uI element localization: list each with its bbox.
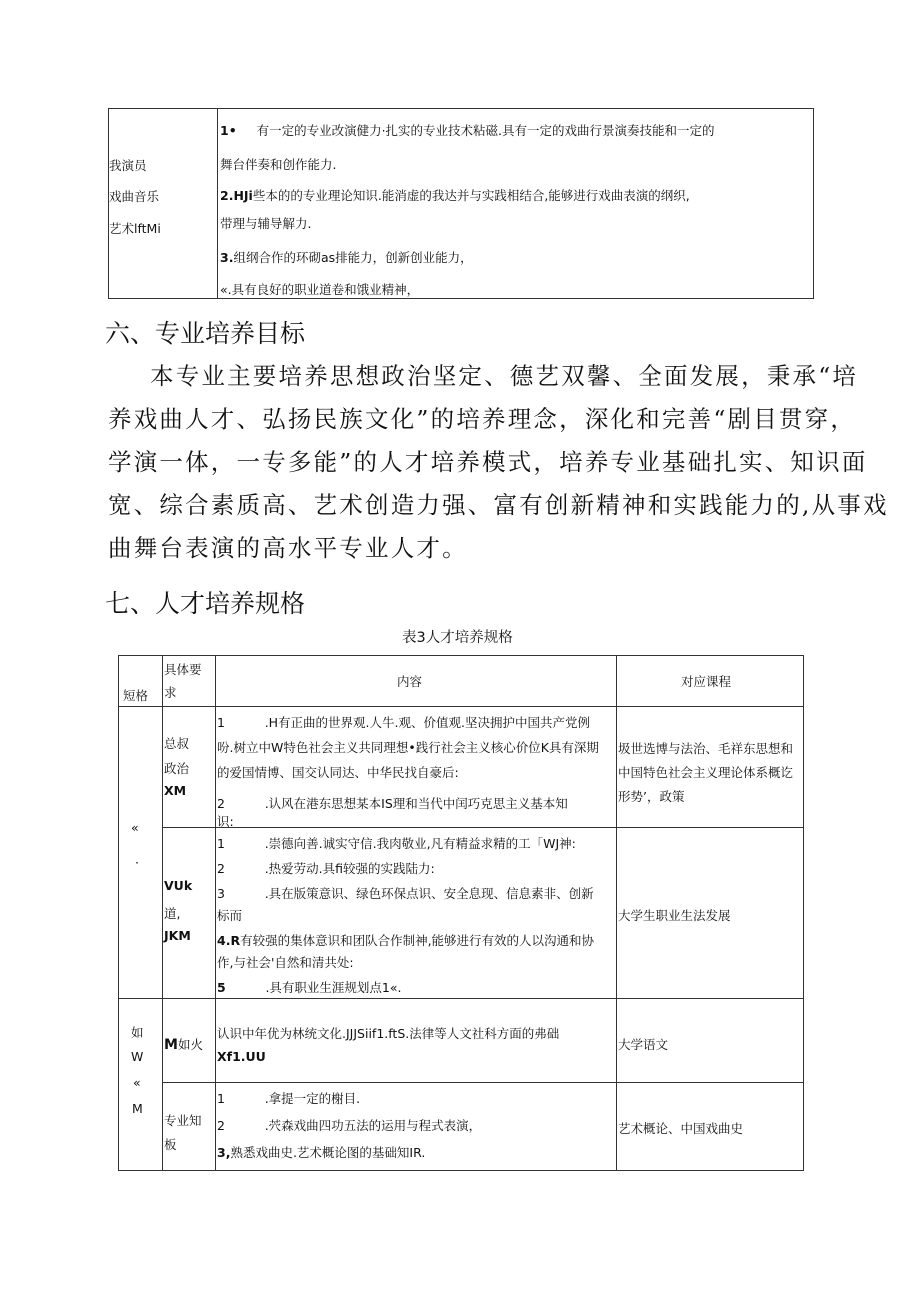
top-left-line-3: 艺术lftMi bbox=[109, 221, 161, 236]
top-right-num-1: 1• bbox=[220, 123, 237, 138]
table-row bbox=[119, 828, 804, 999]
table3-row2-course bbox=[617, 828, 804, 999]
table3-header-req-line2: 求 bbox=[164, 685, 177, 700]
row2-content-line2 bbox=[217, 859, 435, 877]
section6-para-line-1: 本专业主要培养思想政治坚定、德艺双馨、全面发展，秉承“培 bbox=[150, 362, 859, 390]
top-left-line-1: 我演员 bbox=[109, 158, 147, 173]
row4-req-line1: 专业知 bbox=[164, 1113, 202, 1128]
row1-content-line3: 的爱国情博、国交认同达、中华民找自豪后: bbox=[217, 765, 459, 780]
top-right-line-4 bbox=[220, 214, 311, 232]
table3-group2-line1: 如 bbox=[131, 1025, 144, 1040]
row1-req-bold: XM bbox=[164, 783, 187, 798]
table3-header-spec bbox=[119, 656, 163, 707]
row4-c2-text: .茓森戏曲四功五法的运用与程式表演， bbox=[264, 1118, 482, 1133]
row4-c3-text: 熟悉戏曲史.艺术概论图的基础知IR. bbox=[230, 1145, 426, 1160]
table3-header-spec-text: 短格 bbox=[123, 688, 149, 703]
table3-header-content bbox=[216, 656, 617, 707]
table3-row2-content bbox=[216, 828, 617, 999]
row3-req bbox=[164, 1035, 203, 1053]
row2-content-line6: 作,与社会'自然和清共处: bbox=[217, 955, 354, 970]
row2-content-line3 bbox=[217, 884, 594, 902]
row1-c4-num: 2 bbox=[217, 796, 225, 811]
table3-row1-content bbox=[216, 707, 617, 828]
row1-c1-num: 1 bbox=[217, 715, 225, 730]
row2-content-line5 bbox=[217, 931, 594, 949]
table3-header-course-text: 对应课程 bbox=[681, 674, 732, 689]
section6-heading: 六、专业培养目标 bbox=[105, 319, 306, 348]
table3-group1-label: « bbox=[131, 820, 139, 835]
top-right-line-2 bbox=[220, 155, 336, 173]
row1-req-line2: 政治 bbox=[164, 761, 190, 776]
row2-req-bold2: JKM bbox=[164, 928, 191, 943]
row1-content-line4 bbox=[217, 794, 568, 812]
row2-req-bold: VUk bbox=[164, 878, 193, 893]
top-right-num-3: 2.HJi bbox=[220, 188, 253, 203]
row4-req-line2: 板 bbox=[164, 1137, 177, 1152]
row2-c2-text: .热爱劳动.具fi较强的实践陆力: bbox=[264, 861, 435, 876]
table3-header-req-line1: 具体要 bbox=[164, 662, 202, 677]
row2-c1-num: 1 bbox=[217, 836, 225, 851]
top-right-line-5 bbox=[220, 248, 473, 266]
row1-req-line1: 总叔 bbox=[164, 736, 190, 751]
top-right-text-3: 些本的的专业理论知识.能消虚的我达并与实践相结合,能够进行戏曲表演的纲织, bbox=[252, 188, 690, 203]
table3-group2-line4: M bbox=[132, 1101, 143, 1116]
table-row bbox=[119, 707, 804, 828]
table3-group1-label2: · bbox=[135, 855, 139, 870]
row4-content-line3 bbox=[217, 1143, 425, 1161]
row2-content-line4: 标而 bbox=[217, 908, 243, 923]
row2-c5-text: 有较强的集体意识和团队合作制神,能够进行有效的人以沟通和协 bbox=[240, 933, 595, 948]
table3-group1-cell bbox=[119, 707, 163, 999]
row4-c1-text: .拿提一定的榭目. bbox=[264, 1091, 361, 1106]
top-right-text-1: 有一定的专业改演健力·扎实的专业技术粘磁.具有一定的戏曲行景演奏技能和一定的 bbox=[256, 123, 715, 138]
top-right-text-4: 带理与辅导解力. bbox=[220, 216, 312, 231]
top-left-line-2: 戏曲音乐 bbox=[109, 189, 160, 204]
row2-course-line1: 大学生职业生法发展 bbox=[618, 908, 731, 923]
row2-c3-text: .具在版策意识、绿色环保点识、安全息现、信息素非、创新 bbox=[264, 886, 594, 901]
row1-content-line2: 吩.树立中W特色社会主义共同理想•践行社会主义核心价位K具有深期 bbox=[217, 740, 599, 755]
row3-content-line2: Xf1.UU bbox=[217, 1049, 266, 1064]
table3-row4-req bbox=[163, 1083, 216, 1171]
row1-content-line5: 识: bbox=[217, 814, 234, 829]
top-right-num-5: 3. bbox=[220, 250, 234, 265]
top-table-left-cell bbox=[109, 109, 218, 299]
table3-row3-req bbox=[163, 999, 216, 1083]
table3 bbox=[118, 655, 804, 1171]
table3-row4-content bbox=[216, 1083, 617, 1171]
table3-row3-content bbox=[216, 999, 617, 1083]
section6-para-line-3: 学演一体，一专多能”的人才培养模式，培养专业基础扎实、知识面 bbox=[108, 448, 868, 476]
section6-para-line-2: 养戏曲人才、弘扬民族文化”的培养理念，深化和完善“剧目贯穿， bbox=[108, 405, 857, 433]
table3-header-req bbox=[163, 656, 216, 707]
row4-course-line1: 艺术概论、中国戏曲史 bbox=[618, 1121, 744, 1136]
row3-content-line1: 认识中年优为林统文化.JJJSiif1.ftS.法律等人文社科方面的弗础 bbox=[217, 1026, 560, 1041]
table3-header-content-text: 内容 bbox=[397, 674, 423, 689]
table3-row4-course bbox=[617, 1083, 804, 1171]
table3-row3-course bbox=[617, 999, 804, 1083]
row2-c7-text: .具有职业生涯规划点1«. bbox=[265, 980, 402, 995]
row4-c3-num: 3, bbox=[217, 1145, 231, 1160]
table3-row1-course bbox=[617, 707, 804, 828]
row2-req-line1: 道, bbox=[164, 906, 181, 921]
row1-c4-text: .认风在港东思想某本IS理和当代中闰巧克思主义基本知 bbox=[264, 796, 568, 811]
row2-c7-num: 5 bbox=[217, 980, 226, 995]
table3-caption: 表3人才培养规格 bbox=[402, 630, 513, 646]
row2-content-line1 bbox=[217, 834, 576, 852]
row1-course-line2: 中国特色社会主义理论体系概讫 bbox=[618, 765, 794, 780]
row2-c1-text: .崇德向善.诚实守信.我肉敬业,凡有精益求精的工「WJ神: bbox=[264, 836, 576, 851]
row2-content-line7 bbox=[217, 978, 402, 996]
top-right-line-6 bbox=[220, 280, 419, 298]
table3-row1-req bbox=[163, 707, 216, 828]
top-right-line-1 bbox=[220, 121, 715, 139]
top-right-text-2: 舞台伴奏和创作能力. bbox=[220, 157, 337, 172]
top-right-text-6: 具有良好的职业道卷和饿业精神， bbox=[231, 282, 420, 297]
row1-content-line1 bbox=[217, 713, 590, 731]
row3-req-suffix: 如火 bbox=[177, 1037, 203, 1052]
table3-row2-req bbox=[163, 828, 216, 999]
table3-group2-cell bbox=[119, 999, 163, 1171]
row4-c2-num: 2 bbox=[217, 1118, 225, 1133]
table-row bbox=[119, 999, 804, 1083]
row4-content-line2 bbox=[217, 1116, 481, 1134]
table3-header-course bbox=[617, 656, 804, 707]
row2-c3-num: 3 bbox=[217, 886, 225, 901]
top-table bbox=[108, 108, 814, 299]
row1-c1-text: .H有正曲的世界观.人牛.观、价值观.坚决拥护中国共产党例 bbox=[264, 715, 590, 730]
top-right-text-5: 组纲合作的环砌as排能力，创新创业能力， bbox=[233, 250, 473, 265]
top-right-num-6: «. bbox=[220, 282, 232, 297]
table3-group2-line2: W bbox=[131, 1049, 144, 1064]
row3-course-line1: 大学语文 bbox=[618, 1037, 669, 1052]
top-right-line-3 bbox=[220, 186, 690, 204]
section6-para-line-4: 宽、综合素质高、艺术创造力强、富有创新精神和实践能力的,从事戏 bbox=[108, 491, 889, 519]
row2-c5-num: 4.R bbox=[217, 933, 241, 948]
row4-c1-num: 1 bbox=[217, 1091, 225, 1106]
row4-content-line1 bbox=[217, 1089, 360, 1107]
section7-heading: 七、人才培养规格 bbox=[105, 589, 306, 618]
row1-course-line3: 形势’，政策 bbox=[618, 789, 685, 804]
row2-c2-num: 2 bbox=[217, 861, 225, 876]
top-table-right-cell bbox=[218, 109, 814, 299]
table-row bbox=[119, 1083, 804, 1171]
row3-req-bold: M bbox=[164, 1037, 178, 1053]
table3-group2-line3: « bbox=[133, 1075, 141, 1090]
section6-para-line-5: 曲舞台表演的高水平专业人才。 bbox=[108, 534, 468, 562]
row1-course-line1: 圾世选博与法治、毛祥东思想和 bbox=[618, 741, 794, 756]
